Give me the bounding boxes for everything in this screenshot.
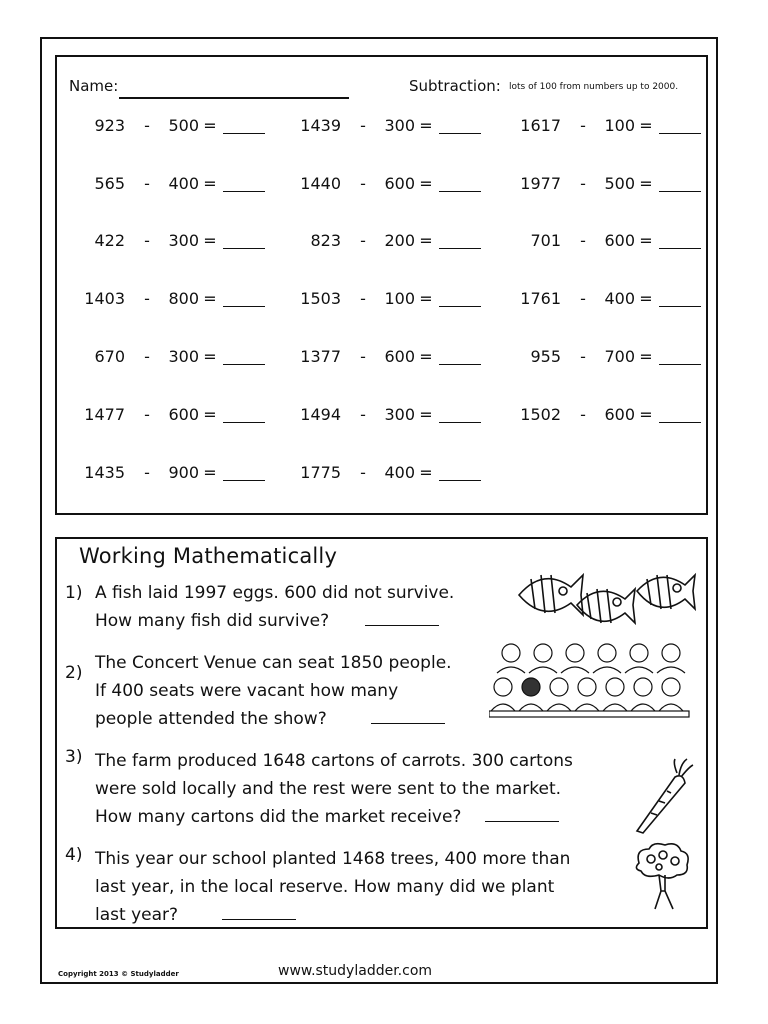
minuend: 923 bbox=[94, 116, 125, 135]
question-2-number: 2) bbox=[65, 663, 83, 683]
subtrahend: 200 bbox=[384, 231, 415, 250]
question-4-line-1: This year our school planted 1468 trees, 400 more than bbox=[95, 849, 571, 869]
name-label: Name: bbox=[69, 77, 119, 95]
minuend: 823 bbox=[310, 231, 341, 250]
minus-sign: - bbox=[580, 116, 586, 135]
answer-blank[interactable] bbox=[223, 133, 265, 134]
equals-sign: = bbox=[203, 405, 217, 424]
subtrahend: 600 bbox=[604, 405, 635, 424]
minus-sign: - bbox=[580, 347, 586, 366]
answer-4-field[interactable] bbox=[222, 918, 296, 920]
subtraction-problem bbox=[77, 173, 267, 195]
minuend: 1977 bbox=[520, 174, 561, 193]
equals-sign: = bbox=[639, 405, 653, 424]
minus-sign: - bbox=[144, 231, 150, 250]
subtrahend: 400 bbox=[604, 289, 635, 308]
minus-sign: - bbox=[360, 116, 366, 135]
subtraction-subtitle: lots of 100 from numbers up to 2000. bbox=[509, 82, 679, 92]
subtrahend: 300 bbox=[384, 116, 415, 135]
minuend: 1440 bbox=[300, 174, 341, 193]
answer-blank[interactable] bbox=[223, 480, 265, 481]
subtraction-problem bbox=[293, 462, 483, 484]
answer-blank[interactable] bbox=[223, 422, 265, 423]
question-3-line-1: The farm produced 1648 cartons of carrots. 300 cartons bbox=[95, 751, 573, 771]
answer-blank[interactable] bbox=[223, 306, 265, 307]
equals-sign: = bbox=[419, 289, 433, 308]
question-1 bbox=[95, 579, 454, 635]
minuend: 565 bbox=[94, 174, 125, 193]
subtraction-problem bbox=[77, 115, 267, 137]
subtrahend: 100 bbox=[384, 289, 415, 308]
subtrahend: 600 bbox=[384, 347, 415, 366]
minus-sign: - bbox=[360, 463, 366, 482]
answer-blank[interactable] bbox=[439, 480, 481, 481]
equals-sign: = bbox=[203, 116, 217, 135]
minus-sign: - bbox=[144, 289, 150, 308]
subtraction-problem bbox=[77, 462, 267, 484]
equals-sign: = bbox=[203, 347, 217, 366]
working-mathematically-section bbox=[55, 537, 708, 929]
answer-blank[interactable] bbox=[223, 191, 265, 192]
question-4-line-2: last year, in the local reserve. How many did we plant bbox=[95, 877, 555, 897]
subtrahend: 300 bbox=[168, 347, 199, 366]
minuend: 1377 bbox=[300, 347, 341, 366]
answer-blank[interactable] bbox=[659, 422, 701, 423]
subtraction-problem bbox=[293, 115, 483, 137]
minuend: 670 bbox=[94, 347, 125, 366]
question-4 bbox=[95, 845, 570, 929]
minuend: 1761 bbox=[520, 289, 561, 308]
equals-sign: = bbox=[639, 289, 653, 308]
subtraction-problem bbox=[77, 288, 267, 310]
question-2-line-3: people attended the show? bbox=[95, 709, 327, 729]
subtraction-problem bbox=[513, 115, 703, 137]
website-link[interactable]: www.studyladder.com bbox=[278, 963, 433, 979]
subtraction-problem bbox=[293, 173, 483, 195]
equals-sign: = bbox=[639, 174, 653, 193]
question-1-line-2: How many fish did survive? bbox=[95, 611, 330, 631]
audience-illustration bbox=[489, 639, 694, 719]
minus-sign: - bbox=[144, 405, 150, 424]
subtraction-problem bbox=[293, 346, 483, 368]
answer-blank[interactable] bbox=[439, 191, 481, 192]
answer-blank[interactable] bbox=[223, 364, 265, 365]
answer-3-field[interactable] bbox=[485, 820, 559, 822]
equals-sign: = bbox=[419, 405, 433, 424]
fish-illustration bbox=[515, 561, 697, 629]
subtrahend: 500 bbox=[604, 174, 635, 193]
subtraction-problem bbox=[513, 346, 703, 368]
copyright-text: Copyright 2013 © Studyladder bbox=[58, 970, 179, 978]
minuend: 1617 bbox=[520, 116, 561, 135]
subtraction-problem bbox=[513, 173, 703, 195]
subtraction-problem bbox=[77, 346, 267, 368]
subtraction-section bbox=[55, 55, 708, 515]
subtraction-problem bbox=[513, 288, 703, 310]
subtraction-problem bbox=[293, 230, 483, 252]
minuend: 1439 bbox=[300, 116, 341, 135]
question-1-number: 1) bbox=[65, 583, 83, 603]
subtrahend: 100 bbox=[604, 116, 635, 135]
answer-blank[interactable] bbox=[439, 133, 481, 134]
equals-sign: = bbox=[419, 116, 433, 135]
subtrahend: 400 bbox=[384, 463, 415, 482]
minus-sign: - bbox=[360, 347, 366, 366]
answer-blank[interactable] bbox=[659, 248, 701, 249]
equals-sign: = bbox=[203, 289, 217, 308]
question-4-line-3: last year? bbox=[95, 905, 179, 925]
equals-sign: = bbox=[419, 463, 433, 482]
minus-sign: - bbox=[144, 174, 150, 193]
question-3-number: 3) bbox=[65, 747, 83, 767]
subtrahend: 300 bbox=[168, 231, 199, 250]
subtraction-title: Subtraction: bbox=[409, 77, 501, 95]
subtrahend: 900 bbox=[168, 463, 199, 482]
carrot-illustration bbox=[631, 757, 695, 837]
answer-blank[interactable] bbox=[659, 364, 701, 365]
equals-sign: = bbox=[639, 116, 653, 135]
subtraction-problem bbox=[77, 230, 267, 252]
minuend: 422 bbox=[94, 231, 125, 250]
subtrahend: 700 bbox=[604, 347, 635, 366]
question-3-line-2: were sold locally and the rest were sent to the market. bbox=[95, 779, 562, 799]
answer-2-field[interactable] bbox=[371, 722, 445, 724]
minus-sign: - bbox=[360, 174, 366, 193]
question-1-line-1: A fish laid 1997 eggs. 600 did not survive. bbox=[95, 583, 455, 603]
minuend: 955 bbox=[530, 347, 561, 366]
subtraction-problem bbox=[293, 404, 483, 426]
answer-blank[interactable] bbox=[659, 191, 701, 192]
subtraction-problem bbox=[77, 404, 267, 426]
question-2-line-2: If 400 seats were vacant how many bbox=[95, 681, 399, 701]
equals-sign: = bbox=[203, 231, 217, 250]
minus-sign: - bbox=[144, 116, 150, 135]
minuend: 701 bbox=[530, 231, 561, 250]
equals-sign: = bbox=[639, 347, 653, 366]
question-3 bbox=[95, 747, 573, 831]
minus-sign: - bbox=[360, 405, 366, 424]
equals-sign: = bbox=[419, 174, 433, 193]
answer-blank[interactable] bbox=[659, 133, 701, 134]
answer-blank[interactable] bbox=[223, 248, 265, 249]
subtrahend: 600 bbox=[168, 405, 199, 424]
subtrahend: 800 bbox=[168, 289, 199, 308]
answer-blank[interactable] bbox=[659, 306, 701, 307]
tree-illustration bbox=[631, 841, 693, 913]
question-2-line-1: The Concert Venue can seat 1850 people. bbox=[95, 653, 452, 673]
working-mathematically-title: Working Mathematically bbox=[79, 544, 338, 568]
question-4-number: 4) bbox=[65, 845, 83, 865]
minuend: 1494 bbox=[300, 405, 341, 424]
equals-sign: = bbox=[419, 231, 433, 250]
minus-sign: - bbox=[144, 463, 150, 482]
question-2 bbox=[95, 649, 452, 733]
minus-sign: - bbox=[580, 289, 586, 308]
answer-blank[interactable] bbox=[439, 306, 481, 307]
minuend: 1435 bbox=[84, 463, 125, 482]
answer-1-field[interactable] bbox=[365, 624, 439, 626]
subtraction-problem bbox=[513, 404, 703, 426]
minus-sign: - bbox=[360, 289, 366, 308]
equals-sign: = bbox=[419, 347, 433, 366]
minuend: 1503 bbox=[300, 289, 341, 308]
minuend: 1502 bbox=[520, 405, 561, 424]
minus-sign: - bbox=[360, 231, 366, 250]
subtraction-problem bbox=[513, 230, 703, 252]
minus-sign: - bbox=[144, 347, 150, 366]
minuend: 1775 bbox=[300, 463, 341, 482]
subtraction-problem bbox=[293, 288, 483, 310]
subtrahend: 600 bbox=[384, 174, 415, 193]
equals-sign: = bbox=[203, 174, 217, 193]
minus-sign: - bbox=[580, 174, 586, 193]
subtrahend: 600 bbox=[604, 231, 635, 250]
answer-blank[interactable] bbox=[439, 248, 481, 249]
equals-sign: = bbox=[639, 231, 653, 250]
question-3-line-3: How many cartons did the market receive? bbox=[95, 807, 462, 827]
minuend: 1403 bbox=[84, 289, 125, 308]
minus-sign: - bbox=[580, 231, 586, 250]
answer-blank[interactable] bbox=[439, 364, 481, 365]
equals-sign: = bbox=[203, 463, 217, 482]
subtrahend: 500 bbox=[168, 116, 199, 135]
answer-blank[interactable] bbox=[439, 422, 481, 423]
minuend: 1477 bbox=[84, 405, 125, 424]
subtrahend: 400 bbox=[168, 174, 199, 193]
name-field[interactable] bbox=[119, 97, 349, 99]
minus-sign: - bbox=[580, 405, 586, 424]
subtrahend: 300 bbox=[384, 405, 415, 424]
